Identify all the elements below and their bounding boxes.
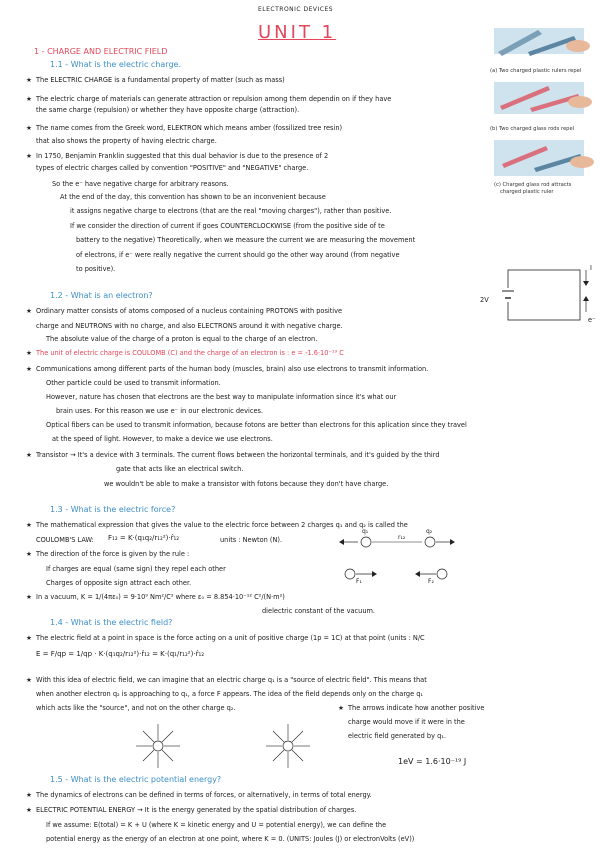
- diag-q1: q₁: [362, 528, 369, 535]
- unit-title: UNIT 1: [258, 22, 337, 43]
- circuit-current-label: I: [590, 264, 592, 272]
- s14-line-3: when another electron q₂ is approaching to q₁, a force F appears. The idea of the field depends only on the charge q₁: [36, 690, 424, 698]
- arrow-head: [339, 539, 344, 545]
- bullet-star: ★: [26, 806, 32, 814]
- s15-line-3: potential energy as the energy of an electron at one point, where K = 0. (UNITS: Joules (J) or electronVolts (eV)): [46, 835, 415, 843]
- s14-line-0: The electric field at a point in space is the force acting on a unit of positive charge (1p = 1C) at that point (units : N/C: [36, 634, 425, 642]
- charge-q1-repel: [361, 537, 371, 547]
- diag-r12: r₁₂: [398, 534, 406, 541]
- bullet-star: ★: [26, 349, 32, 357]
- battery-gap: [504, 288, 512, 302]
- bullet-star: ★: [26, 676, 32, 684]
- arrow-head: [415, 571, 420, 577]
- s12-line-2: The absolute value of the charge of a proton is equal to the charge of an electron.: [46, 335, 318, 343]
- s13-line-0: The mathematical expression that gives the value to the electric force between 2 charges q₁ and q₂ is called the: [36, 521, 408, 529]
- s12-line-8: Optical fibers can be used to transmit information, because fotons are better than electrons for this aplication since they travel: [46, 421, 467, 429]
- s15-line-0: The dynamics of electrons can be defined in terms of forces, or alternatively, in terms of total energy.: [36, 791, 372, 799]
- s1-line-6: types of electric charges called by convention "POSITIVE" and "NEGATIVE" charge.: [36, 164, 309, 172]
- bullet-star: ★: [26, 124, 32, 132]
- bullet-star: ★: [26, 791, 32, 799]
- s14-line-7: electric field generated by q₁.: [348, 732, 447, 740]
- s1-line-12: of electrons, if e⁻ were really negative the current should go the other way around (from negative: [76, 251, 400, 259]
- s1-line-13: to positive).: [76, 265, 116, 273]
- s13-line-6: Charges of opposite sign attract each other.: [46, 579, 192, 587]
- caption-c1: (c) Charged glass rod attracts: [494, 182, 572, 188]
- s15-line-2: If we assume: E(total) = K + U (where K = kinetic energy and U = potential energy), we can define the: [46, 821, 387, 829]
- bullet-star: ★: [338, 704, 344, 712]
- s12-line-0: Ordinary matter consists of atoms composed of a nucleus containing PROTONS with positive: [36, 307, 343, 315]
- s13-units: units : Newton (N).: [220, 536, 283, 544]
- section-1-4-subtitle: 1.4 - What is the electric field?: [50, 618, 173, 627]
- hand: [570, 156, 594, 168]
- circuit-voltage: 2V: [480, 296, 489, 304]
- s12-line-9: at the speed of light. However, to make a device we use electrons.: [52, 435, 273, 443]
- s13-line-7: In a vacuum, K = 1/(4πε₀) = 9·10⁹ Nm²/C² where ε₀ = 8.854·10⁻¹² C²/(N·m²): [36, 593, 285, 601]
- s12-line-6: However, nature has chosen that electrons are the best way to manipulate information since it's what our: [46, 393, 397, 401]
- positive-charge: [153, 741, 163, 751]
- section-1-1-subtitle: 1.1 - What is the electric charge.: [50, 60, 181, 69]
- charge-q2-repel: [425, 537, 435, 547]
- s14-line-5: The arrows indicate how another positive: [348, 704, 485, 712]
- s13-line-8: dielectric constant of the vacuum.: [262, 607, 376, 615]
- s12-line-7: brain uses. For this reason we use e⁻ in our electronic devices.: [56, 407, 264, 415]
- s1-line-8: At the end of the day, this convention has shown to be an inconvenient because: [60, 193, 326, 201]
- s13-line-5: If charges are equal (same sign) they repel each other: [46, 565, 226, 573]
- arrow-head: [450, 539, 455, 545]
- bullet-star: ★: [26, 152, 32, 160]
- negative-charge-field: [266, 724, 310, 768]
- s12-line-11: gate that acts like an electrical switch.: [116, 465, 244, 473]
- positive-charge-field: [136, 724, 180, 768]
- coulomb-law-formula: F₁₂ = K·(q₁q₂/r₁₂²)·r̂₁₂: [108, 534, 180, 542]
- s1-line-10: If we consider the direction of current if goes COUNTERCLOCKWISE (from the positive side of te: [70, 222, 385, 230]
- bullet-star: ★: [26, 76, 32, 84]
- s12-line-10: Transistor → It's a device with 3 terminals. The current flows between the horizontal terminals, and it's guided by the third: [36, 451, 440, 459]
- caption-a: (a) Two charged plastic rulers repel: [490, 68, 582, 74]
- hand: [568, 96, 592, 108]
- s12-line-4: Communications among different parts of the human body (muscles, brain) also use electrons to transmit information.: [36, 365, 429, 373]
- s12-line-5: Other particle could be used to transmit information.: [46, 379, 221, 387]
- s1-line-0: The ELECTRIC CHARGE is a fundamental property of matter (such as mass): [36, 76, 285, 84]
- s13-line-1: COULOMB'S LAW:: [36, 536, 94, 544]
- s1-line-2: the same charge (repulsion) or whether they have opposite charge (attraction).: [36, 106, 300, 114]
- s13-line-4: The direction of the force is given by the rule :: [36, 550, 190, 558]
- s12-line-12: we wouldn't be able to make a transistor with fotons because they don't have charge.: [104, 480, 389, 488]
- diag-q2: q₂: [426, 528, 433, 535]
- current-arrow-head: [583, 281, 589, 286]
- charged-rods-figure: [488, 22, 600, 202]
- s12-line-1: charge and NEUTRONS with no charge, and also ELECTRONS around it with negative charge.: [36, 322, 343, 330]
- section-1-5-subtitle: 1.5 - What is the electric potential energy?: [50, 775, 222, 784]
- s1-line-4: that also shows the property of having electric charge.: [36, 137, 217, 145]
- s15-line-1: ELECTRIC POTENTIAL ENERGY → It is the energy generated by the spatial distribution of charges.: [36, 806, 357, 814]
- circuit-electron-label: e⁻: [588, 316, 596, 324]
- s14-line-2: With this idea of electric field, we can imagine that an electric charge q₁ is a "source of electric field". This means that: [36, 676, 427, 684]
- battery-circuit: [478, 260, 598, 330]
- arrow-head: [372, 571, 377, 577]
- bullet-star: ★: [26, 521, 32, 529]
- s1-line-7: So the e⁻ have negative charge for arbitrary reasons.: [52, 180, 229, 188]
- electric-field-formula: E = F/qp = 1/qp · K·(q₁q₂/r₁₂²)·r̂₁₂ = K·(q₁/r₁₂²)·r̂₁₂: [36, 650, 205, 658]
- caption-c2: charged plastic ruler: [500, 189, 554, 195]
- s12-line-3: The unit of electric charge is COULOMB (C) and the charge of an electron is : e = -1.6·10⁻¹⁹ C: [36, 349, 344, 357]
- hand: [566, 40, 590, 52]
- diag-f1: F₁: [356, 578, 362, 585]
- s1-line-5: In 1750, Benjamin Franklin suggested that this dual behavior is due to the presence of 2: [36, 152, 329, 160]
- s14-line-4: which acts like the "source", and not on the other charge q₂.: [36, 704, 236, 712]
- section-1-2-subtitle: 1.2 - What is an electron?: [50, 291, 153, 300]
- field-lines-diagram: [132, 718, 332, 774]
- s1-line-9: it assigns negative charge to electrons (that are the real "moving charges"), rather than positive.: [70, 207, 392, 215]
- ev-conversion: 1eV = 1.6·10⁻¹⁹ J: [398, 757, 467, 766]
- s1-line-3: The name comes from the Greek word, ELEKTRON which means amber (fossilized tree resin): [36, 124, 343, 132]
- bullet-star: ★: [26, 365, 32, 373]
- section-1-title: 1 - CHARGE AND ELECTRIC FIELD: [34, 47, 168, 56]
- charge-q1-attract: [345, 569, 355, 579]
- bullet-star: ★: [26, 593, 32, 601]
- electron-arrow-head: [583, 296, 589, 301]
- bullet-star: ★: [26, 95, 32, 103]
- diag-f2: F₂: [428, 578, 434, 585]
- bullet-star: ★: [26, 634, 32, 642]
- section-1-3-subtitle: 1.3 - What is the electric force?: [50, 505, 176, 514]
- caption-b: (b) Two charged glass rods repel: [490, 126, 575, 132]
- s1-line-1: The electric charge of materials can generate attraction or repulsion among them dependin on if they have: [36, 95, 392, 103]
- s1-line-11: battery to the negative) Theoretically, when we measure the current we are measuring the movement: [76, 236, 416, 244]
- negative-charge: [283, 741, 293, 751]
- bullet-star: ★: [26, 451, 32, 459]
- course-header: ELECTRONIC DEVICES: [258, 6, 334, 13]
- bullet-star: ★: [26, 550, 32, 558]
- charge-q2-attract: [437, 569, 447, 579]
- s14-line-6: charge would move if it were in the: [348, 718, 465, 726]
- circuit-loop: [508, 270, 580, 320]
- bullet-star: ★: [26, 307, 32, 315]
